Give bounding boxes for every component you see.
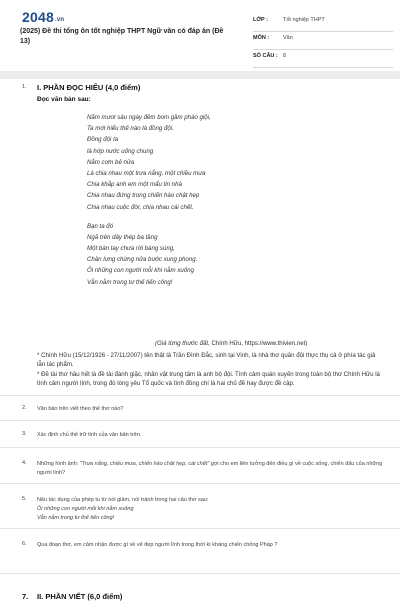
poem-line: Ngã trên dây thép ba tầng bbox=[87, 233, 158, 241]
poem bbox=[87, 112, 347, 288]
poem-line: Chia nhau đứng trong chiến hào chật hẹp bbox=[87, 192, 200, 200]
section-title-reading: I. PHẦN ĐỌC HIỂU (4,0 điểm) bbox=[37, 83, 141, 92]
question-number: 1. bbox=[22, 84, 27, 90]
theme-note: * Đề tài thơ hầu hết là đề tài đánh giặc, nhân vật trung tâm là anh bộ đội. Tình cảm quán xuyến trong toàn bộ thơ Chính Hữu là tình cảm người lính, trong đó lòng yêu Tổ quốc và tình đồng chí là hai chủ đề hay được đề cập. bbox=[37, 371, 380, 387]
question-separator bbox=[0, 483, 400, 484]
poem-line: Ôi những con người mỗi khi nằm xuống bbox=[87, 267, 194, 275]
poem-line: Chân lưng chừng nửa bước xung phong. bbox=[87, 256, 198, 264]
question-separator bbox=[0, 447, 400, 448]
question-text bbox=[37, 460, 387, 477]
site-logo[interactable] bbox=[22, 9, 64, 25]
meta-count-row bbox=[253, 50, 393, 68]
meta-count-value: 8 bbox=[283, 53, 287, 59]
meta-subject-label: MÔN : bbox=[253, 35, 270, 41]
poem-line: Chia khắp anh em một mẩu tin nhà bbox=[87, 181, 182, 189]
section-title-writing: II. PHẦN VIẾT (6,0 điểm) bbox=[37, 592, 123, 601]
doc-label: Đọc văn bản sau: bbox=[37, 96, 91, 103]
header bbox=[0, 0, 400, 68]
question-text: Qua đoạn thơ, em cảm nhận được gì về vẻ đẹp người lính trong thời kì kháng chiến chống Pháp ? bbox=[37, 542, 278, 548]
exam-meta bbox=[253, 14, 393, 68]
meta-class-value: Tốt nghiệp THPT bbox=[283, 17, 325, 23]
meta-subject-row bbox=[253, 32, 393, 50]
question-number: 7. bbox=[22, 592, 29, 601]
question-text: Nêu tác dụng của phép tu từ nói giảm, nói tránh trong hai câu thơ sau: bbox=[37, 497, 209, 503]
meta-subject-value: Văn bbox=[283, 35, 293, 41]
poem-line: Năm mươi sáu ngày đêm bom gầm pháo giội, bbox=[87, 114, 211, 121]
quoted-verse: Vẫn nằm trong tư thế tiến công! bbox=[37, 515, 115, 521]
poem-line: Chia nhau cuộc đời, chia nhau cái chết. bbox=[87, 203, 194, 211]
question-text-end: gợi cho em liên tưởng đến điều gì về cuộc sống, chiến đấu của những người lính? bbox=[37, 461, 383, 476]
poem-line: Là chia nhau một trưa nắng, một chiều mưa bbox=[87, 169, 206, 177]
quoted-verse: Ôi những con người mỗi khi nằm xuống bbox=[37, 506, 134, 512]
citation-title: (Giá từng thước đất, bbox=[155, 340, 210, 347]
citation-source: Chính Hữu, https://www.thivien.net) bbox=[209, 340, 308, 347]
question-number: 6. bbox=[22, 541, 27, 547]
question-quote: "Trưa nắng, chiều mưa, chiến hào chật hẹp, cái chết" bbox=[79, 461, 210, 467]
logo-text: 2048 bbox=[22, 9, 54, 25]
poem-line: Ta mới hiểu thế nào là đồng đội. bbox=[87, 125, 174, 133]
poem-line: Nắm cơm bẻ nửa bbox=[87, 158, 135, 166]
question-number: 3. bbox=[22, 431, 27, 437]
question-number: 2. bbox=[22, 405, 27, 411]
question-separator bbox=[0, 528, 400, 529]
author-note: * Chính Hữu (15/12/1926 - 27/11/2007) tên thật là Trần Đình Đắc, sinh tại Vinh, là nhà thơ quân đội thực thụ cả ở phía tác giả lẫn tác phẩm. bbox=[37, 352, 376, 368]
poem-line: Đồng đội ta bbox=[87, 136, 119, 144]
poem-citation bbox=[155, 340, 307, 347]
poem-line: Bạn ta đó bbox=[87, 222, 114, 230]
meta-count-label: SỐ CÂU : bbox=[253, 53, 278, 59]
question-separator bbox=[0, 573, 400, 574]
exam-title: (2025) Đề thi tổng ôn tốt nghiệp THPT Ngữ văn có đáp án (Đề 13) bbox=[20, 28, 224, 45]
poem-line: Vẫn nằm trong tư thế tiến công! bbox=[87, 278, 173, 286]
logo-suffix: .vn bbox=[54, 17, 65, 23]
question-text: Xác định chủ thể trữ tình của văn bản trên. bbox=[37, 432, 142, 438]
header-divider bbox=[0, 71, 400, 79]
question-number: 5. bbox=[22, 496, 27, 502]
stanza-gap bbox=[87, 213, 347, 221]
question-text: Văn bản trên viết theo thể thơ nào? bbox=[37, 406, 124, 412]
meta-class-label: LỚP : bbox=[253, 17, 268, 23]
poem-line: là hớp nước uống chung bbox=[87, 147, 154, 155]
poem-line: Một bàn tay chưa rời báng súng, bbox=[87, 245, 175, 253]
meta-class-row bbox=[253, 14, 393, 32]
question-separator bbox=[0, 395, 400, 396]
question-text-start: Những hình ảnh: bbox=[37, 461, 80, 467]
question-separator bbox=[0, 420, 400, 421]
question-number: 4. bbox=[22, 460, 27, 466]
